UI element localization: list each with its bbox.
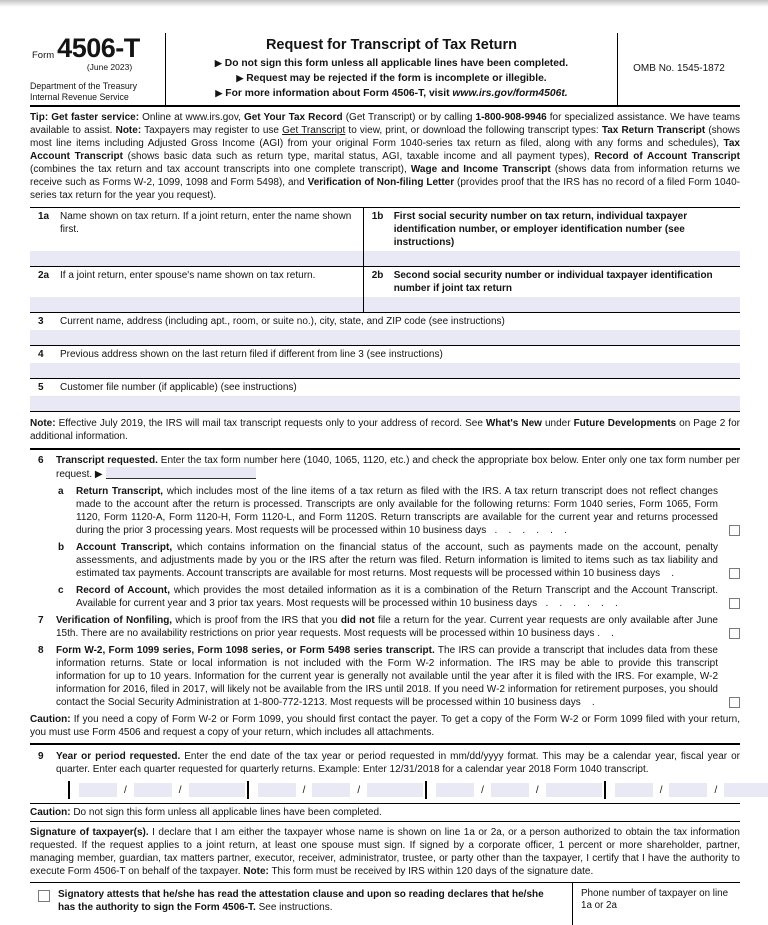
- line-letter: c: [58, 584, 64, 596]
- input-2b-ssn[interactable]: [364, 297, 740, 312]
- line-8-text: Form W-2, Form 1099 series, Form 1098 series, or Form 5498 series transcript. The IRS can provide a transcript that includes data from these information returns. State or local information is not included with the Form W-2 information. The IRS may be able to provide this transcript information for up to 10 years. Information for the current year is generally not available until the year after it is filed with the IRS. For example, W-2 information for 2016, filed in 2017, will likely not be available from the IRS until 2018. If you need W-2 information for retirement purposes, you should contact the Social Security Administration at 1-800-772-1213. Most requests will be processed within 10 business days .: [56, 644, 718, 708]
- line-number: 4: [38, 348, 44, 360]
- date-box-day[interactable]: [134, 783, 172, 797]
- line-2a: [30, 267, 364, 312]
- dot-leaders: . . . . . .: [486, 524, 567, 536]
- line-number: 1b: [371, 210, 384, 222]
- attestation-block: [30, 883, 572, 925]
- form-number: 4506-T: [57, 33, 140, 63]
- date-box-year[interactable]: [546, 783, 602, 797]
- checkbox-record-of-account[interactable]: [729, 598, 740, 609]
- input-6-form-number[interactable]: [106, 467, 256, 479]
- input-1b-ssn[interactable]: [364, 251, 740, 266]
- phone-number-label: Phone number of taxpayer on line 1a or 2a: [572, 883, 740, 925]
- dot-leaders: .: [580, 696, 595, 708]
- line-5: [30, 379, 740, 412]
- line-number: 2b: [371, 269, 384, 281]
- line-number: 6: [38, 454, 44, 466]
- line-6c-text: Record of Account, which provides the most detailed information as it is a combination of the Return Transcript and the Account Transcript. Available for current year and 3 prior tax years. Most requests will be processed within 10 business days . . . . . .: [76, 584, 718, 609]
- date-group-2: / /: [247, 781, 424, 799]
- date-box-month[interactable]: [79, 783, 117, 797]
- page-top-shadow: [0, 0, 768, 7]
- arrow-right-icon: ▶: [236, 72, 244, 83]
- form-word: Form: [32, 49, 55, 61]
- date-box-year[interactable]: [367, 783, 423, 797]
- line-number: 5: [38, 381, 44, 393]
- header-bullet-3: ▶ For more information about Form 4506-T, visit www.irs.gov/form4506t.: [215, 87, 568, 99]
- form-header: [30, 33, 740, 107]
- line-9: [30, 750, 740, 776]
- line-number: 1a: [38, 210, 50, 222]
- date-box-day[interactable]: [491, 783, 529, 797]
- line-6-text: Transcript requested. Enter the tax form number here (1040, 1065, 1120, etc.) and check the appropriate box below. Enter only one tax form number per request. ▶: [56, 454, 740, 480]
- checkbox-verification-nonfiling[interactable]: [729, 628, 740, 639]
- date-box-month[interactable]: [258, 783, 296, 797]
- date-box-day[interactable]: [312, 783, 350, 797]
- date-box-month[interactable]: [615, 783, 653, 797]
- dot-leaders: . . . . . .: [537, 597, 618, 609]
- line-2b: [364, 267, 740, 312]
- date-box-year[interactable]: [189, 783, 245, 797]
- date-box-day[interactable]: [669, 783, 707, 797]
- note-paragraph: Note: Effective July 2019, the IRS will mail tax transcript requests only to your address of record. See What's New under Future Developments on Page 2 for additional information.: [30, 412, 740, 450]
- input-5-customer-file-number[interactable]: [30, 396, 740, 411]
- line-1a-label: Name shown on tax return. If a joint return, enter the name shown first.: [60, 210, 352, 235]
- line-1b: [364, 208, 740, 266]
- input-3-address[interactable]: [30, 330, 740, 345]
- checkbox-account-transcript[interactable]: [729, 568, 740, 579]
- input-1a-name[interactable]: [30, 251, 363, 266]
- line-number: 9: [38, 750, 44, 762]
- form-identity-block: [30, 33, 166, 105]
- line-6: [30, 454, 740, 481]
- date-group-3: / /: [425, 781, 602, 799]
- year-period-date-row: [68, 781, 740, 800]
- line-1a: [30, 208, 364, 266]
- line-7-text: Verification of Nonfiling, which is proof from the IRS that you did not file a return for the year. Current year requests are only available after June 15th. There are no availability restrictions on prior year requests. Most requests will be processed within 10 business days . .: [56, 614, 718, 639]
- header-bullet-2: ▶ Request may be rejected if the form is incomplete or illegible.: [236, 72, 547, 84]
- date-box-year[interactable]: [724, 783, 768, 797]
- line-3: [30, 313, 740, 346]
- line-number: 7: [38, 614, 44, 626]
- line-letter: a: [58, 485, 64, 497]
- arrow-right-icon: ▶: [214, 57, 222, 68]
- dot-leaders: .: [599, 627, 614, 639]
- line-8: [30, 644, 740, 709]
- line-4-label: Previous address shown on the last return filed if different from line 3 (see instructions): [60, 348, 443, 360]
- form-revision-date: (June 2023): [86, 62, 133, 72]
- arrow-right-icon: ▶: [94, 468, 103, 480]
- form-4506t-page: [0, 7, 768, 925]
- date-group-1: / /: [68, 781, 245, 799]
- line-number: 2a: [38, 269, 50, 281]
- line-4: [30, 346, 740, 379]
- agency-name: Department of the Treasury Internal Revenue Service: [30, 81, 138, 102]
- line-9-text: Year or period requested. Enter the end date of the tax year or period requested in mm/dd/yyyy format. This may be a calendar year, fiscal year or quarter. Enter each quarter requested for quarterly returns. Example: Enter 12/31/2018 for a calendar year 2018 Form 1040 transcript.: [56, 750, 740, 775]
- line-5-label: Customer file number (if applicable) (see instructions): [60, 381, 297, 393]
- line-6b-text: Account Transcript, which contains information on the financial status of the account, such as payments made on the account, penalty assessments, and adjustments made by you or the IRS after the return was filed. Return information is limited to items such as tax liability and estimated tax payments. Account transcripts are available for most returns. Most requests will be processed within 10 business days .: [76, 541, 719, 579]
- line-3-label: Current name, address (including apt., room, or suite no.), city, state, and ZIP code (see instructions): [60, 315, 505, 327]
- line-6a: [30, 485, 740, 537]
- line-6b: [30, 541, 740, 580]
- input-2a-spouse-name[interactable]: [30, 297, 363, 312]
- line-6a-text: Return Transcript, which includes most of the line items of a tax return as filed with the IRS. A tax return transcript does not reflect changes made to the account after the return is processed. Transcripts are only available for the following returns: Form 1040 series, Form 1065, Form 1120, Form 1120-A, Form 1120-H, Form 1120-L, and Form 1120S. Return transcripts are available for the current year and returns processed during the prior 3 processing years. Most requests will be processed within 10 business days . . . . . .: [76, 485, 718, 536]
- caution-do-not-sign: Caution: Do not sign this form unless all applicable lines have been completed.: [30, 803, 740, 822]
- date-group-4: / /: [604, 781, 768, 799]
- form-title-block: [166, 33, 618, 105]
- line-number: 8: [38, 644, 44, 656]
- checkbox-w2-1099-transcript[interactable]: [729, 697, 740, 708]
- line-number: 3: [38, 315, 44, 327]
- dot-leaders: .: [660, 567, 675, 579]
- input-4-previous-address[interactable]: [30, 363, 740, 378]
- caution-paragraph: Caution: If you need a copy of Form W-2 or Form 1099, you should first contact the payer. To get a copy of the Form W-2 or Form 1099 filed with your return, you must use Form 4506 and request a copy of your return, which includes all attachments.: [30, 709, 740, 745]
- checkbox-return-transcript[interactable]: [729, 525, 740, 536]
- signature-declaration: Signature of taxpayer(s). I declare that I am either the taxpayer whose name is shown on line 1a or 2a, or a person authorized to obtain the tax information requested. If the request applies to a joint return, at least one spouse must sign. If signed by a corporate officer, 1 percent or more shareholder, partner, managing member, guardian, tax matters partner, executor, receiver, administrator, trustee, or party other than the taxpayer, I certify that I have the authority to execute Form 4506-T on behalf of the taxpayer. Note: This form must be received by IRS within 120 days of the signature date.: [30, 826, 740, 877]
- header-bullet-1: ▶ Do not sign this form unless all applicable lines have been completed.: [214, 57, 569, 69]
- tip-paragraph: Tip: Get faster service: Online at www.irs.gov, Get Your Tax Record (Get Transcript) or by calling 1-800-908-9946 for specialized assistance. We have teams available to assist. Note: Taxpayers may register to use Get Transcript to view, print, or download the following transcript types: Tax Return Transcript (shows most line items including Adjusted Gross Income (AGI) from your original Form 1040-series tax return as filed, along with any forms and schedules), Tax Account Transcript (shows basic data such as return type, marital status, AGI, taxable income and all payment types), Record of Account Transcript (combines the tax return and tax account transcripts into one complete transcript), Wage and Income Transcript (shows data from information returns we receive such as Forms W-2, 1099, 1098 and Form 5498), and Verification of Non-filing Letter (provides proof that the IRS has no record of a filed Form 1040-series tax return for the year you request).: [30, 107, 740, 208]
- line-2a-label: If a joint return, enter spouse's name shown on tax return.: [60, 269, 316, 281]
- attestation-checkbox[interactable]: [38, 890, 50, 902]
- line-6c: [30, 584, 740, 610]
- arrow-right-icon: ▶: [215, 87, 223, 98]
- line-1b-label: First social security number on tax return, individual taxpayer identification number, or employer identification number (see instructions): [393, 210, 688, 248]
- attestation-row: [30, 882, 740, 925]
- date-box-month[interactable]: [436, 783, 474, 797]
- line-2b-label: Second social security number or individual taxpayer identification number if joint tax return: [393, 269, 713, 294]
- row-2: [30, 267, 740, 313]
- omb-number: OMB No. 1545-1872: [633, 63, 725, 75]
- line-letter: b: [58, 541, 65, 553]
- line-7: [30, 614, 740, 640]
- attestation-text: Signatory attests that he/she has read the attestation clause and upon so reading declares that he/she has the authority to sign the Form 4506-T. See instructions.: [58, 888, 544, 913]
- form-title: Request for Transcript of Tax Return: [265, 37, 518, 53]
- row-1: [30, 208, 740, 267]
